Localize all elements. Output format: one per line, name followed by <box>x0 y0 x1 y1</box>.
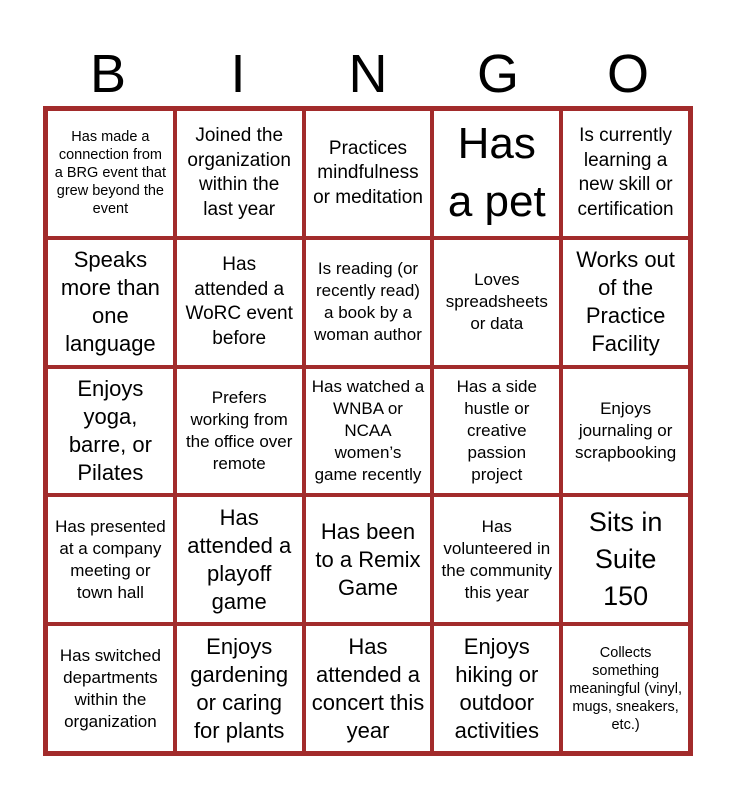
bingo-cell[interactable] <box>175 367 304 496</box>
cell-text: Sits in Suite 150 <box>588 507 663 612</box>
cell-text: Works out of the Practice Facility <box>576 247 675 357</box>
bingo-cell[interactable] <box>432 367 561 496</box>
cell-text: Has attended a concert this year <box>311 633 425 743</box>
header-letter-i: I <box>230 44 246 104</box>
cell-text: Has switched departments within the organization <box>59 645 161 731</box>
cell-text: Is currently learning a new skill or certification <box>577 125 674 220</box>
bingo-cell[interactable] <box>561 109 690 238</box>
bingo-cell[interactable] <box>46 109 175 238</box>
cell-text: Prefers working from the office over remote <box>185 387 293 473</box>
cell-text: Has attended a playoff game <box>187 504 292 614</box>
bingo-cell[interactable] <box>175 109 304 238</box>
bingo-cell[interactable] <box>561 495 690 624</box>
cell-text: Collects something meaningful (vinyl, mugs, sneakers, etc.) <box>569 644 683 733</box>
cell-text: Enjoys hiking or outdoor activities <box>454 633 539 743</box>
cell-text: Is reading (or recently read) a book by a woman author <box>314 259 422 345</box>
bingo-cell[interactable] <box>561 367 690 496</box>
bingo-cell[interactable] <box>304 495 433 624</box>
bingo-cell[interactable] <box>432 109 561 238</box>
bingo-cell[interactable] <box>175 495 304 624</box>
bingo-cell[interactable] <box>304 109 433 238</box>
cell-text: Has presented at a company meeting or town hall <box>55 516 166 602</box>
cell-text: Has attended a WoRC event before <box>185 254 293 349</box>
bingo-cell[interactable] <box>175 238 304 367</box>
header-letter-g: G <box>476 44 519 104</box>
cell-text: Enjoys yoga, barre, or Pilates <box>68 375 152 485</box>
cell-text: Has watched a WNBA or NCAA women’s game recently <box>311 376 425 484</box>
cell-text: Has made a connection from a BRG event that grew beyond the event <box>54 129 167 218</box>
header-letter-o: O <box>606 44 649 104</box>
header-letter-n: N <box>348 44 388 104</box>
bingo-cell[interactable] <box>46 495 175 624</box>
cell-text: Enjoys gardening or caring for plants <box>190 633 289 743</box>
bingo-cell[interactable] <box>432 238 561 367</box>
cell-text: Enjoys journaling or scrapbooking <box>575 398 677 462</box>
cell-text: Has a side hustle or creative passion project <box>456 376 537 484</box>
cell-text: Has a pet <box>447 119 546 227</box>
cell-text: Loves spreadsheets or data <box>445 270 548 334</box>
cell-text: Joined the organization within the last year <box>187 125 291 220</box>
bingo-cell[interactable] <box>46 367 175 496</box>
bingo-cell[interactable] <box>175 624 304 753</box>
cell-text: Has been to a Remix Game <box>315 518 421 600</box>
bingo-board <box>43 106 693 756</box>
bingo-header <box>43 44 693 104</box>
bingo-cell[interactable] <box>304 624 433 753</box>
bingo-cell[interactable] <box>432 624 561 753</box>
cell-text: Has volunteered in the community this year <box>441 516 553 602</box>
bingo-cell[interactable] <box>304 238 433 367</box>
header-letter-b: B <box>89 44 127 104</box>
bingo-cell[interactable] <box>561 238 690 367</box>
bingo-cell[interactable] <box>432 495 561 624</box>
cell-text: Practices mindfulness or meditation <box>313 137 423 208</box>
bingo-cell[interactable] <box>304 367 433 496</box>
bingo-cell[interactable] <box>46 238 175 367</box>
bingo-cell[interactable] <box>561 624 690 753</box>
bingo-cell[interactable] <box>46 624 175 753</box>
cell-text: Speaks more than one language <box>60 247 160 357</box>
